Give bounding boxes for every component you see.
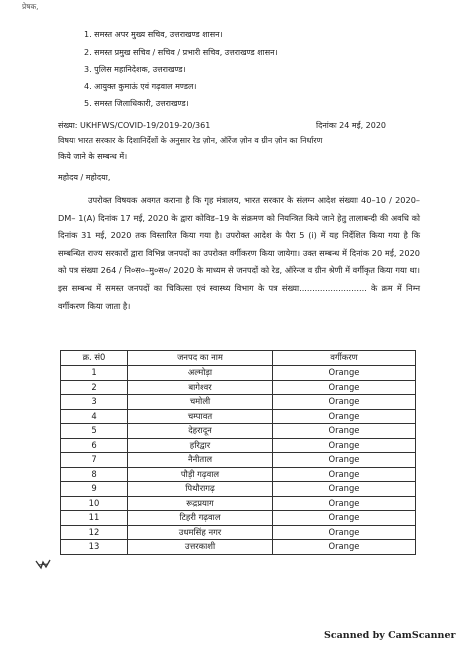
column-header: क्र. सं0 xyxy=(61,351,128,366)
serial-cell: 3 xyxy=(61,395,128,410)
table-row xyxy=(61,380,416,395)
body-paragraph: उपरोक्त विषयक अवगत कराना है कि गृह मंत्रालय, भारत सरकार के संलग्न आदेश संख्याः 40–10 / 2020–DM– 1(A) दिनांक 17 मई, 2020 के द्वारा कोविड–19 के संक्रमण को नियन्त्रित किये जाने हेतु तालाबन्दी की अवधि को दिनांक 31 मई, 2020 तक विस्तारित किया गया है। उपरोक्त आदेश के पैरा 5 (i) में यह निर्देशित किया गया है कि सम्बन्धित राज्य सरकारों द्वारा विभिन्न जनपदों का उपरोक्त वर्गीकरण किया जायेगा। उक्त सम्बन्ध में दिनांक 20 मई, 2020 को पत्र संख्या 264 / नि०स०–मु०स०/ 2020 के माध्यम से जनपदों को रेड, ऑरेन्ज व ग्रीन श्रेणी में वर्गीकृत किया गया था। इस सम्बन्ध में समस्त जनपदों का चिकित्सा एवं स्वास्थ्य विभाग के पत्र संख्या.......................... के क्रम में निम्न वर्गीकरण किया जाता है। xyxy=(58,195,420,311)
serial-cell: 2 xyxy=(61,380,128,395)
letter-date: दिनांकः 24 मई, 2020 xyxy=(316,121,387,130)
classification-cell: Orange xyxy=(273,438,416,453)
serial-cell: 6 xyxy=(61,438,128,453)
column-header: जनपद का नाम xyxy=(128,351,273,366)
table-row xyxy=(61,511,416,526)
header-fragment: प्रेषक, xyxy=(22,2,39,11)
table-header-row xyxy=(61,351,416,366)
serial-cell: 13 xyxy=(61,540,128,555)
district-cell: नैनीताल xyxy=(128,453,273,468)
serial-cell: 10 xyxy=(61,496,128,511)
scanner-watermark: Scanned by CamScanner xyxy=(324,630,456,641)
recipient-item: 1. समस्त अपर मुख्य सचिव, उत्तराखण्ड शासन। xyxy=(84,30,223,39)
handwritten-initial-mark xyxy=(34,558,52,570)
classification-cell: Orange xyxy=(273,540,416,555)
serial-cell: 5 xyxy=(61,424,128,439)
recipient-item: 5. समस्त जिलाधिकारी, उत्तराखण्ड। xyxy=(84,99,189,108)
subject-line-continued: किये जाने के सम्बन्ध में। xyxy=(58,152,128,161)
district-cell: पिथौरागढ़ xyxy=(128,482,273,497)
serial-cell: 8 xyxy=(61,467,128,482)
district-cell: टिहरी गढ़वाल xyxy=(128,511,273,526)
classification-cell: Orange xyxy=(273,380,416,395)
serial-cell: 12 xyxy=(61,525,128,540)
reference-number: संख्या: UKHFWS/COVID-19/2019-20/361 xyxy=(58,121,211,130)
serial-cell: 9 xyxy=(61,482,128,497)
classification-cell: Orange xyxy=(273,424,416,439)
table-row xyxy=(61,438,416,453)
classification-cell: Orange xyxy=(273,366,416,381)
table-row xyxy=(61,540,416,555)
table-row xyxy=(61,366,416,381)
serial-cell: 7 xyxy=(61,453,128,468)
classification-cell: Orange xyxy=(273,525,416,540)
district-cell: अल्मोड़ा xyxy=(128,366,273,381)
classification-cell: Orange xyxy=(273,482,416,497)
recipient-item: 3. पुलिस महानिदेशक, उत्तराखण्ड। xyxy=(84,65,186,74)
table-row xyxy=(61,467,416,482)
recipient-item: 4. आयुक्त कुमाऊं एवं गढ़वाल मण्डल। xyxy=(84,82,197,91)
district-cell: देहरादून xyxy=(128,424,273,439)
table-row xyxy=(61,424,416,439)
table-row xyxy=(61,395,416,410)
recipient-item: 2. समस्त प्रमुख सचिव / सचिव / प्रभारी सचिव, उत्तराखण्ड शासन। xyxy=(84,48,278,57)
district-cell: उधमसिंह नगर xyxy=(128,525,273,540)
table-row xyxy=(61,409,416,424)
classification-cell: Orange xyxy=(273,409,416,424)
table-row xyxy=(61,496,416,511)
serial-cell: 4 xyxy=(61,409,128,424)
district-cell: उत्तरकाशी xyxy=(128,540,273,555)
district-cell: चम्पावत xyxy=(128,409,273,424)
serial-cell: 1 xyxy=(61,366,128,381)
serial-cell: 11 xyxy=(61,511,128,526)
classification-cell: Orange xyxy=(273,467,416,482)
district-cell: बागेश्वर xyxy=(128,380,273,395)
classification-cell: Orange xyxy=(273,511,416,526)
subject-line: विषयः भारत सरकार के दिशानिर्देशों के अनुसार रेड ज़ोन, ऑरेंज ज़ोन व ग्रीन ज़ोन का निर्धारण xyxy=(58,136,323,145)
table-row xyxy=(61,453,416,468)
district-cell: रूद्रप्रयाग xyxy=(128,496,273,511)
salutation: महोदय / महोदया, xyxy=(58,173,111,182)
classification-cell: Orange xyxy=(273,453,416,468)
district-cell: हरिद्वार xyxy=(128,438,273,453)
classification-cell: Orange xyxy=(273,496,416,511)
district-classification-table xyxy=(60,350,416,555)
classification-cell: Orange xyxy=(273,395,416,410)
table-row xyxy=(61,525,416,540)
table-row xyxy=(61,482,416,497)
district-cell: पौड़ी गढ़वाल xyxy=(128,467,273,482)
column-header: वर्गीकरण xyxy=(273,351,416,366)
district-cell: चमोली xyxy=(128,395,273,410)
